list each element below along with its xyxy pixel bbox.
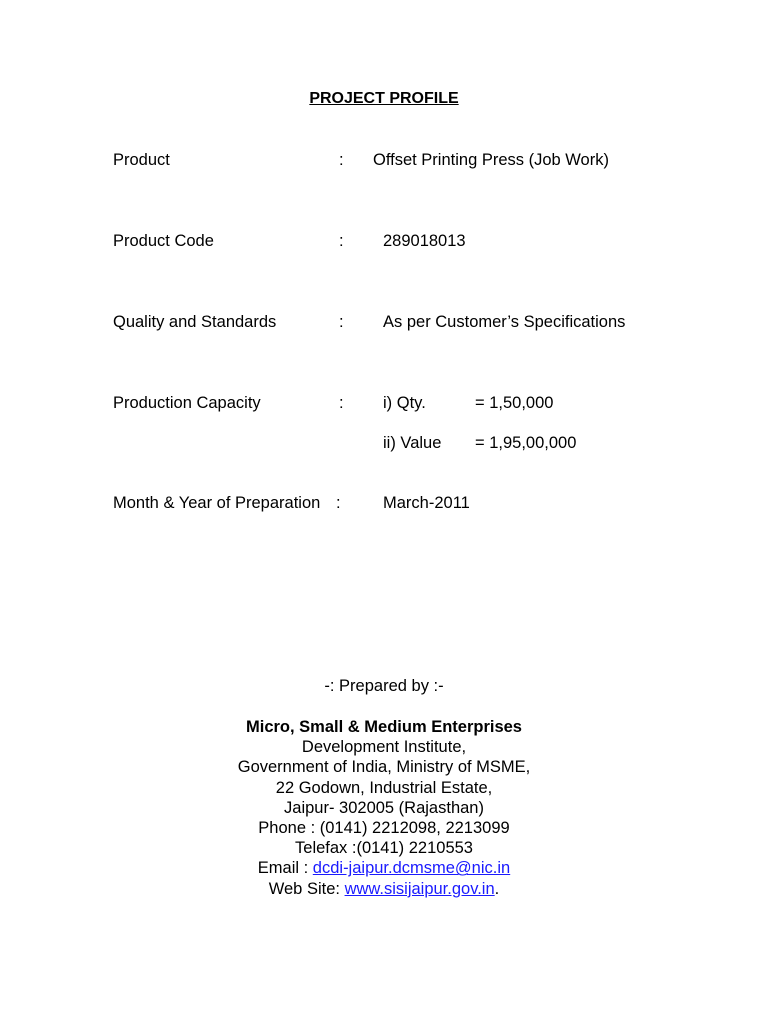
row-value: March-2011 xyxy=(383,494,470,512)
email-line xyxy=(0,858,768,878)
row-label: Month & Year of Preparation xyxy=(113,494,321,512)
website-label: Web Site: xyxy=(268,879,345,898)
row-quality-standards xyxy=(113,311,733,333)
email-label: Email : xyxy=(257,859,313,878)
row-value: i) Qty. xyxy=(383,394,426,412)
address-line-2: Government of India, Ministry of MSME, xyxy=(237,758,531,777)
address-line-1: Development Institute, xyxy=(301,738,467,757)
organization-address-block xyxy=(0,717,768,899)
row-product xyxy=(113,149,733,171)
row-label: Quality and Standards xyxy=(113,313,277,331)
row-value: 289018013 xyxy=(383,232,466,250)
row-label: Production Capacity xyxy=(113,394,261,412)
row-preparation-date xyxy=(113,492,733,514)
row-value: Offset Printing Press (Job Work) xyxy=(373,151,609,169)
page-title: PROJECT PROFILE xyxy=(309,90,459,107)
row-colon: : xyxy=(339,232,344,250)
row-production-value xyxy=(113,432,733,454)
address-line-4: Jaipur- 302005 (Rajasthan) xyxy=(284,798,484,817)
row-colon: : xyxy=(339,151,344,169)
website-link[interactable]: www.sisijaipur.gov.in xyxy=(344,879,495,898)
row-colon: : xyxy=(339,313,344,331)
phone-line: Phone : (0141) 2212098, 2213099 xyxy=(258,819,510,838)
prepared-by-heading: -: Prepared by :- xyxy=(324,677,444,695)
row-subvalue: = 1,95,00,000 xyxy=(475,434,577,452)
row-value: ii) Value xyxy=(383,434,442,452)
email-link[interactable]: dcdi-jaipur.dcmsme@nic.in xyxy=(312,859,511,878)
website-suffix: . xyxy=(494,879,500,898)
row-label: Product xyxy=(113,151,170,169)
address-line-3: 22 Godown, Industrial Estate, xyxy=(275,778,493,797)
row-label: Product Code xyxy=(113,232,214,250)
organization-name: Micro, Small & Medium Enterprises xyxy=(246,718,522,736)
row-production-capacity xyxy=(113,392,733,414)
row-value: As per Customer’s Specifications xyxy=(383,313,626,331)
website-line xyxy=(0,879,768,899)
telefax-line: Telefax :(0141) 2210553 xyxy=(295,839,473,858)
row-subvalue: = 1,50,000 xyxy=(475,394,554,412)
row-product-code xyxy=(113,230,733,252)
row-colon: : xyxy=(336,494,341,512)
row-colon: : xyxy=(339,394,344,412)
